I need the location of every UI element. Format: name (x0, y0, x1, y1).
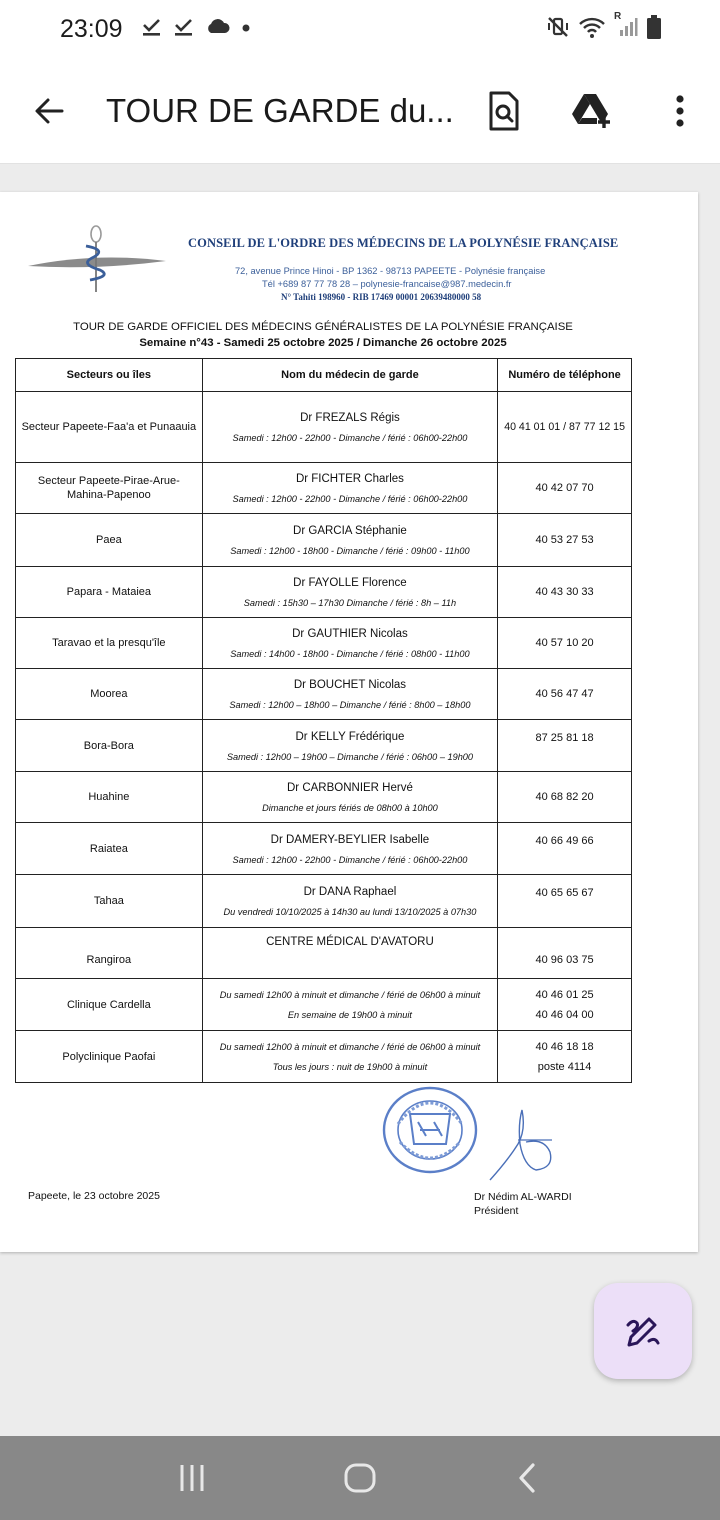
sector-cell: Polyclinique Paofai (16, 1031, 203, 1083)
doctor-cell (202, 979, 497, 1031)
home-button[interactable] (320, 1448, 400, 1508)
doctor-cell (202, 720, 497, 772)
doctor-name: Dr BOUCHET Nicolas (293, 679, 407, 691)
phone-cell (498, 1031, 632, 1083)
table-row (16, 514, 632, 567)
official-stamp (380, 1084, 480, 1176)
status-time: 23:09 (60, 14, 123, 43)
document-heading: TOUR DE GARDE OFFICIEL DES MÉDECINS GÉNÉRALISTES DE LA POLYNÉSIE FRANÇAISE (73, 321, 573, 333)
sector-cell: Bora-Bora (16, 720, 203, 772)
doctor-cell (202, 1031, 497, 1083)
check-icon (141, 16, 163, 43)
org-header (26, 222, 626, 332)
arrow-back-icon (32, 94, 66, 128)
doctor-hours: Du vendredi 10/10/2025 à 14h30 au lundi 13/10/2025 à 07h30 (223, 907, 477, 917)
signal-icon (614, 10, 638, 44)
add-to-drive-button[interactable] (566, 85, 618, 137)
table-row (16, 720, 632, 772)
phone-cell: 87 25 81 18 (498, 720, 632, 772)
recents-button[interactable] (153, 1448, 233, 1508)
sector-cell: Moorea (16, 669, 203, 720)
doctor-name: Dr FREZALS Régis (300, 412, 400, 424)
doctor-cell (202, 618, 497, 669)
wifi-icon (578, 15, 606, 44)
find-in-document-icon (487, 91, 521, 131)
phone-number: 40 46 18 18 (535, 1040, 594, 1053)
cloud-icon (205, 17, 231, 42)
more-vert-icon (675, 94, 685, 128)
doctor-name: Dr DAMERY-BEYLIER Isabelle (270, 833, 430, 846)
doctor-cell (202, 928, 497, 979)
table-row (16, 772, 632, 823)
doctor-hours: Du samedi 12h00 à minuit et dimanche / férié de 06h00 à minuit (219, 989, 481, 1000)
sector-cell: Secteur Papeete-Pirae-Arue-Mahina-Papenoo (16, 463, 203, 514)
phone-cell: 40 53 27 53 (498, 514, 632, 567)
check-icon (173, 16, 195, 43)
navigation-bar (0, 1436, 720, 1520)
sector-cell: Huahine (16, 772, 203, 823)
sector-cell: Rangiroa (16, 928, 203, 979)
signatory-role: Président (474, 1205, 519, 1217)
doctor-hours: Samedi : 14h00 - 18h00 - Dimanche / férié : 08h00 - 11h00 (230, 649, 470, 659)
status-left-icons (141, 16, 251, 43)
doctor-hours: Samedi : 12h00 - 22h00 - Dimanche / férié : 06h00-22h00 (232, 854, 468, 865)
app-bar (0, 58, 720, 164)
sector-cell: Taravao et la presqu'île (16, 618, 203, 669)
phone-cell: 40 56 47 47 (498, 669, 632, 720)
doctor-cell (202, 669, 497, 720)
column-header-doctor: Nom du médecin de garde (202, 359, 497, 392)
table-row (16, 618, 632, 669)
sector-cell: Tahaa (16, 875, 203, 928)
phone-number-secondary: 40 46 04 00 (535, 1008, 594, 1021)
doctor-name: Dr DANA Raphael (303, 886, 397, 898)
phone-cell: 40 42 07 70 (498, 463, 632, 514)
sector-cell: Secteur Papeete-Faa'a et Punaauia (16, 392, 203, 463)
edit-fab-button[interactable] (594, 1283, 692, 1379)
phone-cell (498, 979, 632, 1031)
document-page[interactable] (0, 192, 698, 1252)
document-title: TOUR DE GARDE du... (106, 91, 454, 129)
doctor-hours: Samedi : 12h00 - 22h00 - Dimanche / férié : 06h00-22h00 (232, 494, 468, 504)
phone-number: 40 46 01 25 (535, 988, 594, 1001)
doctor-name: Dr GAUTHIER Nicolas (292, 628, 408, 640)
table-row (16, 928, 632, 979)
doctor-hours: Samedi : 12h00 - 18h00 - Dimanche / férié : 09h00 - 11h00 (230, 546, 470, 556)
doctor-hours: Samedi : 12h00 – 18h00 – Dimanche / férié : 8h00 – 18h00 (229, 700, 471, 710)
dot-icon (241, 20, 251, 38)
doctor-hours: Samedi : 15h30 – 17h30 Dimanche / férié : 8h – 11h (243, 598, 457, 608)
doctor-hours: Samedi : 12h00 – 19h00 – Dimanche / férié : 06h00 – 19h00 (226, 751, 474, 762)
doctor-name: CENTRE MÉDICAL D'AVATORU (266, 936, 434, 948)
phone-cell: 40 68 82 20 (498, 772, 632, 823)
app-bar-actions (478, 85, 706, 137)
back-button[interactable] (18, 80, 80, 142)
doctor-name: Dr GARCIA Stéphanie (293, 525, 407, 537)
vibrate-mute-icon (546, 15, 570, 44)
phone-cell: 40 41 01 01 / 87 77 12 15 (498, 392, 632, 463)
table-header-row (16, 359, 632, 392)
org-registration: N° Tahiti 198960 - RIB 17469 00001 20639480000 58 (281, 292, 482, 302)
doctor-cell (202, 463, 497, 514)
home-icon (343, 1461, 377, 1495)
phone-cell: 40 43 30 33 (498, 567, 632, 618)
doctor-hours: Samedi : 12h00 - 22h00 - Dimanche / férié : 06h00-22h00 (232, 433, 468, 443)
caduceus-logo-icon (26, 222, 176, 296)
roaming-label: R (614, 10, 622, 22)
document-date: Papeete, le 23 octobre 2025 (28, 1190, 160, 1202)
find-in-document-button[interactable] (478, 85, 530, 137)
doctor-cell (202, 823, 497, 875)
org-name: CONSEIL DE L'ORDRE DES MÉDECINS DE LA POLYNÉSIE FRANÇAISE (188, 236, 619, 250)
doctor-name: Dr KELLY Frédérique (295, 730, 405, 743)
table-row (16, 823, 632, 875)
status-bar (0, 0, 720, 58)
table-row (16, 463, 632, 514)
doctor-hours: Dimanche et jours fériés de 08h00 à 10h00 (262, 803, 438, 813)
org-contact: Tél +689 87 77 78 28 – polynesie-francaise@987.medecin.fr (262, 279, 512, 289)
sector-cell: Paea (16, 514, 203, 567)
status-right-icons (546, 10, 662, 45)
doctor-cell (202, 392, 497, 463)
signatory-block (474, 1190, 572, 1218)
doctor-cell (202, 875, 497, 928)
phone-cell: 40 57 10 20 (498, 618, 632, 669)
doctor-cell (202, 567, 497, 618)
doctor-cell (202, 772, 497, 823)
sector-cell: Papara - Mataiea (16, 567, 203, 618)
on-call-table (15, 358, 632, 1083)
table-row (16, 1031, 632, 1083)
column-header-sector: Secteurs ou îles (16, 359, 203, 392)
doctor-hours-daily: Tous les jours : nuit de 19h00 à minuit (272, 1061, 428, 1072)
more-options-button[interactable] (654, 85, 706, 137)
doctor-name: Dr FAYOLLE Florence (293, 577, 407, 589)
sector-cell: Clinique Cardella (16, 979, 203, 1031)
add-to-drive-icon (571, 92, 613, 130)
table-row (16, 875, 632, 928)
back-nav-icon (515, 1462, 539, 1494)
signature (488, 1104, 560, 1182)
table-row (16, 979, 632, 1031)
column-header-phone: Numéro de téléphone (498, 359, 632, 392)
phone-cell: 40 65 65 67 (498, 875, 632, 928)
phone-cell: 40 66 49 66 (498, 823, 632, 875)
org-address: 72, avenue Prince Hinoi - BP 1362 - 98713 PAPEETE - Polynésie française (235, 266, 546, 276)
doctor-hours-weekday: En semaine de 19h00 à minuit (287, 1009, 412, 1020)
edit-pen-icon (625, 1313, 661, 1349)
battery-icon (646, 14, 662, 45)
table-row (16, 567, 632, 618)
recents-icon (178, 1463, 208, 1493)
back-nav-button[interactable] (487, 1448, 567, 1508)
table-row (16, 669, 632, 720)
table-row (16, 392, 632, 463)
sector-cell: Raiatea (16, 823, 203, 875)
doctor-cell (202, 514, 497, 567)
document-subheading: Semaine n°43 - Samedi 25 octobre 2025 / Dimanche 26 octobre 2025 (139, 337, 507, 349)
phone-extension: poste 4114 (537, 1060, 592, 1073)
signatory-name: Dr Nédim AL-WARDI (474, 1191, 572, 1203)
doctor-hours: Du samedi 12h00 à minuit et dimanche / férié de 06h00 à minuit (219, 1041, 481, 1052)
doctor-name: Dr FICHTER Charles (295, 473, 404, 485)
phone-cell: 40 96 03 75 (498, 928, 632, 979)
doctor-name: Dr CARBONNIER Hervé (286, 782, 413, 794)
